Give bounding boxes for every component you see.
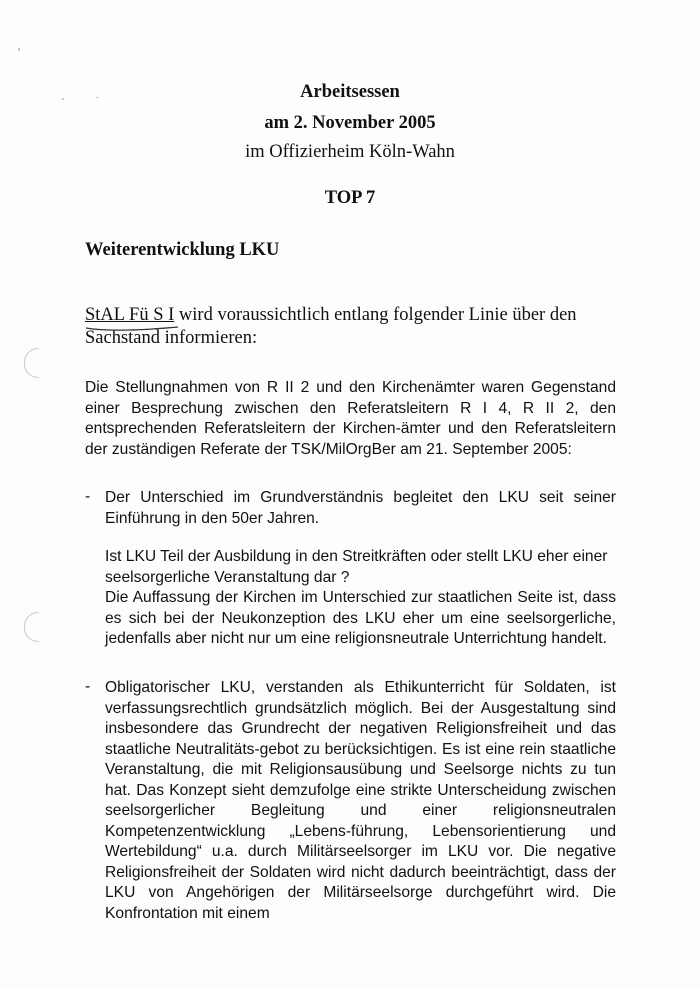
- punch-hole-mark: [24, 348, 39, 378]
- bullet-dash: -: [85, 678, 91, 695]
- intro-sender: StAL Fü S I: [85, 305, 175, 325]
- bullet-1-answer: Die Auffassung der Kirchen im Unterschied zur staatlichen Seite ist, dass es sich bei der Neukonzeption des LKU eher um eine seelsorgerliche, jedenfalls aber nicht nur um eine religionsneutrale Unterrichtung handelt.: [105, 589, 616, 647]
- intro-text: wird voraussichtlich entlang folgender Linie über den Sachstand informieren:: [85, 305, 577, 348]
- header-date: am 2. November 2005: [264, 113, 436, 133]
- agenda-item: TOP 7: [324, 188, 376, 208]
- header-title: Arbeitsessen: [300, 82, 400, 102]
- punch-hole-mark: [24, 612, 39, 642]
- paragraph-status: Die Stellungnahmen von R II 2 und den Kirchenämter waren Gegenstand einer Besprechung zwischen den Referatsleitern R I 4, R II 2, den entsprechenden Referatsleitern der Kirchen-ämter und den Referatsleitern der zuständigen Referate der TSK/MilOrgBer am 21. September 2005:: [85, 379, 616, 458]
- bullet-dash: -: [85, 488, 91, 505]
- section-heading: Weiterentwicklung LKU: [85, 240, 280, 260]
- header-location: im Offizierheim Köln-Wahn: [245, 142, 455, 162]
- scan-speck: [18, 48, 20, 51]
- bullet-1-question: Ist LKU Teil der Ausbildung in den Streitkräften oder stellt LKU eher einer seelsorgerliche Veranstaltung dar ?: [105, 548, 608, 586]
- bullet-1-text: Der Unterschied im Grundverständnis begleitet den LKU seit seiner Einführung in den 50er Jahren.: [105, 489, 616, 527]
- handwritten-underline: [84, 322, 180, 332]
- bullet-2-text: Obligatorischer LKU, verstanden als Ethikunterricht für Soldaten, ist verfassungsrechtlich grundsätzlich möglich. Bei der Ausgestaltung sind insbesondere das Grundrecht der negativen Religionsfreiheit und das staatliche Neutralitäts-gebot zu berücksichtigen. Es ist eine rein staatliche Veranstaltung, die mit Religionsausübung und Seelsorge nichts zu tun hat. Das Konzept sieht demzufolge eine strikte Unterscheidung zwischen seelsorgerlicher Begleitung und einer religionsneutralen Kompetenzentwicklung „Lebens-führung, Lebensorientierung und Wertebildung“ u.a. durch Militärseelsorger im LKU vor. Die negative Religionsfreiheit der Soldaten wird nicht dadurch beeinträchtigt, dass der LKU von Angehörigen der Militärseelsorge durchgeführt wird. Die Konfrontation mit einem: [105, 679, 616, 922]
